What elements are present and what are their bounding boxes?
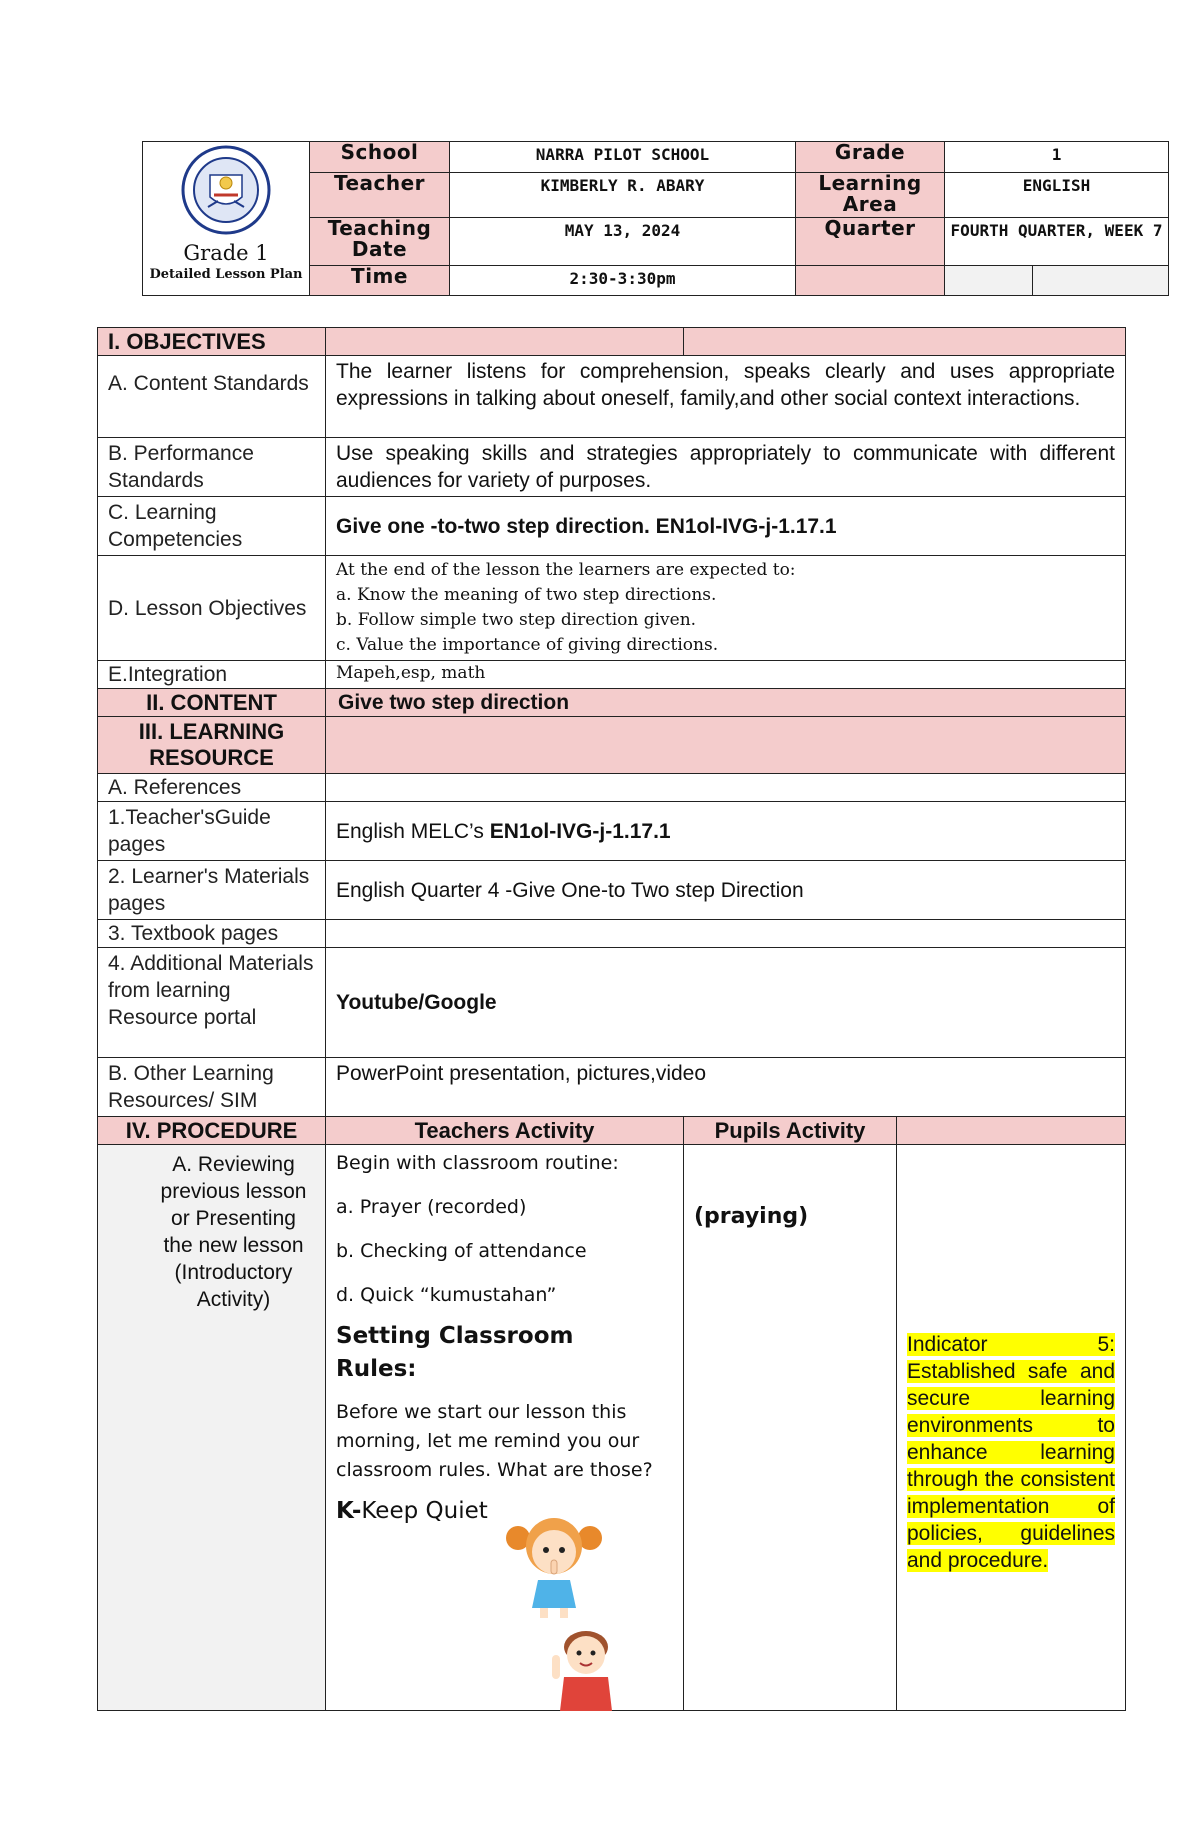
- teacher-label: Teacher: [310, 173, 450, 218]
- header-table: [142, 141, 1169, 296]
- routine-item: d. Quick “kumustahan”: [336, 1284, 557, 1306]
- deped-seal-icon: [178, 145, 274, 235]
- rule-k-text: Keep Quiet: [361, 1498, 488, 1524]
- content-value: Give two step direction: [326, 689, 1126, 717]
- rules-heading: Setting Classroom Rules:: [336, 1323, 574, 1382]
- grade-value: 1: [945, 142, 1169, 173]
- pupils-activity-cell: [684, 1145, 897, 1711]
- empty-cell: [796, 266, 945, 296]
- lesson-plan-table: [97, 327, 1126, 1711]
- objectives-heading: I. OBJECTIVES: [98, 328, 326, 356]
- indicator-text: Indicator 5: Established safe and secure learning environments to enhance learning through the consistent implementation of policies, guidelines and procedure.: [907, 1333, 1115, 1572]
- content-standards-label: A. Content Standards: [98, 356, 326, 438]
- logo-cell: [143, 142, 310, 296]
- quiet-girl-icon: [504, 1510, 604, 1620]
- tg-prefix: English MELC’s: [336, 819, 490, 843]
- competencies-value: Give one -to-two step direction. EN1ol-IVG-j-1.17.1: [326, 497, 1126, 556]
- time-label: Time: [310, 266, 450, 296]
- school-label: School: [310, 142, 450, 173]
- other-resources-value: PowerPoint presentation, pictures,video: [326, 1058, 1126, 1117]
- rule-k-letter: K-: [336, 1498, 362, 1524]
- learning-resource-heading: III. LEARNING RESOURCE: [98, 717, 326, 774]
- performance-standards-value: Use speaking skills and strategies appropriately to communicate with different audiences for variety of purposes.: [326, 438, 1126, 497]
- learners-materials-value: English Quarter 4 -Give One-to Two step Direction: [326, 861, 1126, 920]
- other-resources-label: B. Other Learning Resources/ SIM: [98, 1058, 326, 1117]
- pupils-activity-header: Pupils Activity: [684, 1117, 897, 1145]
- grade-title: Grade 1: [183, 241, 269, 265]
- date-value: MAY 13, 2024: [450, 218, 796, 266]
- teachers-activity-header: Teachers Activity: [326, 1117, 684, 1145]
- empty-cell: [326, 717, 1126, 774]
- references-label: A. References: [98, 774, 326, 802]
- procedure-heading: IV. PROCEDURE: [98, 1117, 326, 1145]
- empty-cell: [1033, 266, 1169, 296]
- teacher-value: KIMBERLY R. ABARY: [450, 173, 796, 218]
- lesson-objective-item: a. Know the meaning of two step directions.: [336, 585, 717, 605]
- routine-intro: Begin with classroom routine:: [336, 1152, 619, 1174]
- learners-materials-label: 2. Learner's Materials pages: [98, 861, 326, 920]
- grade-label: Grade: [796, 142, 945, 173]
- quiet-boy-icon: [544, 1625, 629, 1711]
- performance-standards-label: B. Performance Standards: [98, 438, 326, 497]
- lesson-objective-item: b. Follow simple two step direction given.: [336, 610, 697, 630]
- teachers-guide-label: 1.Teacher'sGuide pages: [98, 802, 326, 861]
- quarter-label: Quarter: [796, 218, 945, 266]
- routine-item: b. Checking of attendance: [336, 1240, 587, 1262]
- integration-label: E.Integration: [98, 661, 326, 689]
- area-label: Learning Area: [796, 173, 945, 218]
- date-label: Teaching Date: [310, 218, 450, 266]
- rules-text: Before we start our lesson this morning, let me remind you our classroom rules. What are those?: [336, 1401, 653, 1481]
- routine-item: a. Prayer (recorded): [336, 1196, 527, 1218]
- empty-cell: [897, 1117, 1126, 1145]
- pupil-response: (praying): [694, 1204, 809, 1229]
- lesson-objectives-intro: At the end of the lesson the learners are expected to:: [336, 560, 796, 580]
- step-a-label: A. Reviewing previous lesson or Presenting the new lesson (Introductory Activity): [98, 1145, 326, 1711]
- teachers-activity-cell: [326, 1145, 684, 1711]
- content-standards-value: The learner listens for comprehension, speaks clearly and uses appropriate expressions in talking about oneself, family,and other social context interactions.: [326, 356, 1126, 438]
- additional-materials-label: 4. Additional Materials from learning Resource portal: [98, 948, 326, 1058]
- lesson-objectives-label: D. Lesson Objectives: [98, 556, 326, 661]
- empty-cell: [326, 328, 684, 356]
- tg-code: EN1ol-IVG-j-1.17.1: [489, 819, 671, 843]
- area-value: ENGLISH: [945, 173, 1169, 218]
- empty-cell: [326, 920, 1126, 948]
- additional-materials-value: Youtube/Google: [326, 948, 1126, 1058]
- plan-type: Detailed Lesson Plan: [149, 267, 303, 282]
- lesson-objective-item: c. Value the importance of giving directions.: [336, 635, 719, 655]
- quarter-value: FOURTH QUARTER, WEEK 7: [945, 218, 1169, 266]
- empty-cell: [684, 328, 1126, 356]
- textbook-label: 3. Textbook pages: [98, 920, 326, 948]
- content-heading: II. CONTENT: [98, 689, 326, 717]
- school-value: NARRA PILOT SCHOOL: [450, 142, 796, 173]
- indicator-cell: [897, 1145, 1126, 1711]
- time-value: 2:30-3:30pm: [450, 266, 796, 296]
- empty-cell: [326, 774, 1126, 802]
- competencies-label: C. Learning Competencies: [98, 497, 326, 556]
- teachers-guide-value: [326, 802, 1126, 861]
- empty-cell: [945, 266, 1033, 296]
- lesson-objectives-value: [326, 556, 1126, 661]
- integration-value: Mapeh,esp, math: [326, 661, 1126, 689]
